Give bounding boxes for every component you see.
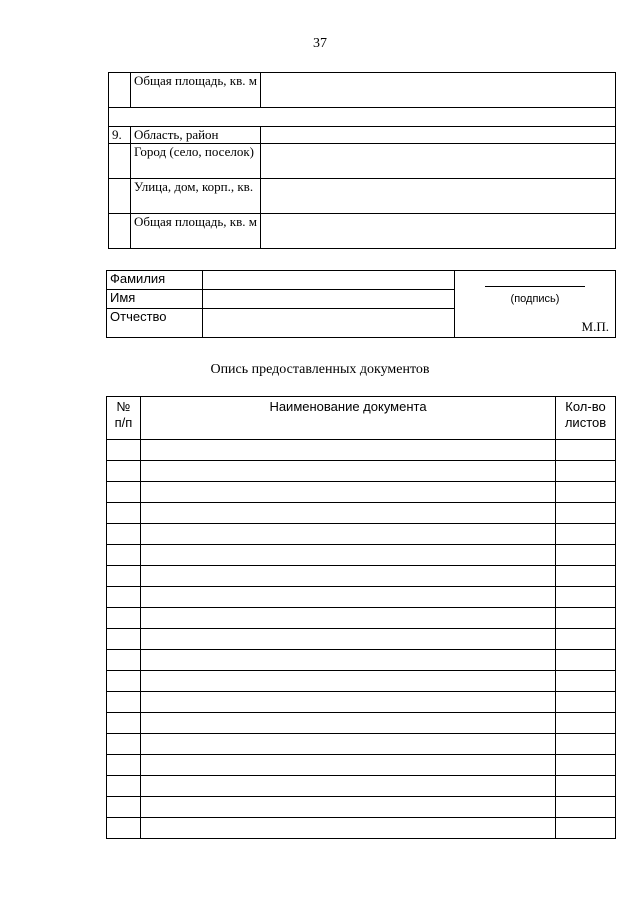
row-number — [109, 73, 131, 108]
cell-number[interactable] — [107, 797, 141, 818]
inventory-table — [106, 396, 616, 839]
table-row — [107, 587, 616, 608]
cell-name[interactable] — [141, 608, 556, 629]
table-row — [107, 461, 616, 482]
cell-name[interactable] — [141, 482, 556, 503]
cell-number[interactable] — [107, 482, 141, 503]
stamp-label: М.П. — [581, 319, 609, 334]
cell-number[interactable] — [107, 713, 141, 734]
table-row — [107, 818, 616, 839]
surname-field[interactable] — [203, 271, 455, 290]
cell-name[interactable] — [141, 629, 556, 650]
cell-count[interactable] — [556, 545, 616, 566]
row-number — [109, 179, 131, 214]
table-row — [107, 608, 616, 629]
table-row — [107, 566, 616, 587]
cell-name[interactable] — [141, 587, 556, 608]
table-row — [107, 671, 616, 692]
cell-name[interactable] — [141, 776, 556, 797]
cell-count[interactable] — [556, 608, 616, 629]
col-header-name: Наименование документа — [141, 397, 556, 440]
cell-count[interactable] — [556, 713, 616, 734]
table-row — [109, 127, 616, 144]
table-row — [107, 755, 616, 776]
cell-count[interactable] — [556, 524, 616, 545]
cell-number[interactable] — [107, 608, 141, 629]
patronymic-field[interactable] — [203, 309, 455, 338]
cell-count[interactable] — [556, 671, 616, 692]
address-table — [108, 72, 616, 249]
person-table — [106, 270, 616, 338]
field-label-city: Город (село, поселок) — [131, 144, 261, 179]
cell-number[interactable] — [107, 671, 141, 692]
signature-cell[interactable] — [455, 271, 616, 338]
cell-number[interactable] — [107, 776, 141, 797]
cell-name[interactable] — [141, 440, 556, 461]
name-field[interactable] — [203, 290, 455, 309]
field-label-street: Улица, дом, корп., кв. — [131, 179, 261, 214]
field-value-street[interactable] — [261, 179, 616, 214]
col-header-count: Кол-во листов — [556, 397, 616, 440]
table-row — [109, 214, 616, 249]
row-number: 9. — [109, 127, 131, 144]
table-row — [107, 503, 616, 524]
row-number — [109, 214, 131, 249]
cell-count[interactable] — [556, 692, 616, 713]
table-row — [107, 797, 616, 818]
cell-number[interactable] — [107, 461, 141, 482]
cell-number[interactable] — [107, 734, 141, 755]
cell-count[interactable] — [556, 734, 616, 755]
spacer-cell — [109, 108, 616, 127]
cell-count[interactable] — [556, 797, 616, 818]
cell-name[interactable] — [141, 503, 556, 524]
table-row — [109, 179, 616, 214]
field-label-area: Общая площадь, кв. м — [131, 73, 261, 108]
name-label: Имя — [107, 290, 203, 309]
cell-number[interactable] — [107, 503, 141, 524]
table-row — [107, 440, 616, 461]
field-value-region[interactable] — [261, 127, 616, 144]
cell-number[interactable] — [107, 629, 141, 650]
cell-name[interactable] — [141, 650, 556, 671]
cell-number[interactable] — [107, 524, 141, 545]
cell-count[interactable] — [556, 776, 616, 797]
cell-number[interactable] — [107, 566, 141, 587]
table-row — [107, 524, 616, 545]
cell-name[interactable] — [141, 461, 556, 482]
field-label-region: Область, район — [131, 127, 261, 144]
field-value-area-2[interactable] — [261, 214, 616, 249]
cell-count[interactable] — [556, 629, 616, 650]
cell-name[interactable] — [141, 545, 556, 566]
cell-number[interactable] — [107, 650, 141, 671]
field-value-city[interactable] — [261, 144, 616, 179]
table-row — [107, 734, 616, 755]
cell-name[interactable] — [141, 797, 556, 818]
cell-number[interactable] — [107, 818, 141, 839]
cell-count[interactable] — [556, 461, 616, 482]
patronymic-label: Отчество — [107, 309, 203, 338]
field-value-area[interactable] — [261, 73, 616, 108]
table-row — [107, 776, 616, 797]
table-row — [107, 482, 616, 503]
cell-count[interactable] — [556, 503, 616, 524]
inventory-header-row — [107, 397, 616, 440]
cell-name[interactable] — [141, 692, 556, 713]
signature-caption: (подпись) — [510, 293, 560, 305]
cell-number[interactable] — [107, 755, 141, 776]
cell-number[interactable] — [107, 692, 141, 713]
page-number: 37 — [313, 36, 327, 51]
surname-label: Фамилия — [107, 271, 203, 290]
table-row-spacer — [109, 108, 616, 127]
cell-count[interactable] — [556, 587, 616, 608]
table-row — [107, 713, 616, 734]
cell-name[interactable] — [141, 713, 556, 734]
cell-count[interactable] — [556, 566, 616, 587]
cell-name[interactable] — [141, 755, 556, 776]
cell-number[interactable] — [107, 440, 141, 461]
cell-name[interactable] — [141, 566, 556, 587]
cell-count[interactable] — [556, 818, 616, 839]
cell-name[interactable] — [141, 671, 556, 692]
cell-name[interactable] — [141, 818, 556, 839]
row-number — [109, 144, 131, 179]
cell-name[interactable] — [141, 734, 556, 755]
inventory-title: Опись предоставленных документов — [210, 362, 430, 377]
cell-name[interactable] — [141, 524, 556, 545]
table-row — [107, 629, 616, 650]
cell-count[interactable] — [556, 440, 616, 461]
table-row — [109, 144, 616, 179]
col-header-number: № п/п — [107, 397, 141, 440]
signature-line — [485, 286, 585, 287]
table-row — [107, 545, 616, 566]
cell-number[interactable] — [107, 587, 141, 608]
table-row — [109, 73, 616, 108]
cell-count[interactable] — [556, 755, 616, 776]
cell-count[interactable] — [556, 482, 616, 503]
cell-count[interactable] — [556, 650, 616, 671]
inventory-body — [107, 440, 616, 839]
cell-number[interactable] — [107, 545, 141, 566]
field-label-area-2: Общая площадь, кв. м — [131, 214, 261, 249]
table-row — [107, 650, 616, 671]
table-row — [107, 271, 616, 290]
table-row — [107, 692, 616, 713]
